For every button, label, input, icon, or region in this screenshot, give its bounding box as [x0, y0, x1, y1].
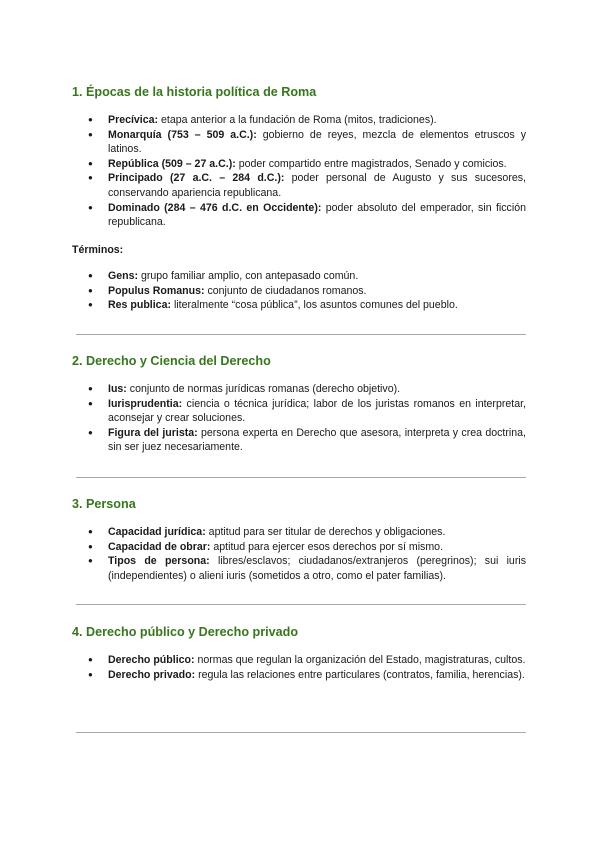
section-title-persona: 3. Persona: [72, 497, 136, 511]
list-epocas: [72, 113, 526, 230]
section-divider: [76, 604, 526, 605]
item-term: Gens:: [108, 270, 139, 282]
terms-label: Términos:: [72, 244, 124, 256]
item-term: Monarquía (753 – 509 a.C.):: [108, 128, 257, 141]
item-text: aptitud para ser titular de derechos y obligaciones.: [205, 526, 446, 538]
section-divider: [76, 477, 526, 478]
section-divider: [76, 732, 526, 733]
item-term: Figura del jurista:: [108, 426, 198, 439]
item-term: Iurisprudentia:: [108, 397, 183, 410]
list-item: [72, 171, 526, 200]
item-text: grupo familiar amplio, con antepasado común.: [138, 270, 359, 282]
item-term: Capacidad jurídica:: [108, 526, 206, 538]
item-term: Derecho privado:: [108, 668, 196, 681]
item-term: Tipos de persona:: [108, 555, 210, 568]
item-term: Populus Romanus:: [108, 284, 205, 297]
item-text: aptitud para ejercer esos derechos por sí mismo.: [210, 540, 444, 553]
section-divider: [76, 334, 526, 335]
item-text: persona experta en Derecho que asesora, interpreta y crea doctrina, sin ser juez necesariamente.: [108, 426, 526, 454]
item-term: Principado (27 a.C. – 284 d.C.):: [108, 172, 285, 185]
list-item: [72, 201, 526, 230]
item-text: ciencia o técnica jurídica; labor de los juristas romanos en interpretar, aconsejar y crear soluciones.: [108, 397, 526, 425]
list-item: [72, 128, 526, 157]
item-term: Capacidad de obrar:: [108, 540, 211, 553]
item-text: normas que regulan la organización del Estado, magistraturas, cultos.: [194, 654, 526, 666]
list-item: [72, 284, 526, 299]
item-term: Precívica:: [108, 114, 159, 126]
item-text: literalmente “cosa pública”, los asuntos comunes del pueblo.: [171, 299, 458, 312]
item-term: Res publica:: [108, 299, 171, 312]
item-term: República (509 – 27 a.C.):: [108, 157, 236, 170]
list-item: [72, 426, 526, 455]
list-item: [72, 269, 526, 284]
section-title-epocas: 1. Épocas de la historia política de Roma: [72, 85, 317, 99]
list-item: [72, 540, 526, 555]
item-term: Derecho público:: [108, 654, 195, 666]
item-text: poder personal de Augusto y sus sucesores, conservando apariencia republicana.: [108, 172, 526, 199]
list-publico-privado: [72, 653, 526, 682]
item-text: conjunto de normas jurídicas romanas (derecho objetivo).: [126, 383, 401, 395]
list-item: [72, 157, 526, 172]
list-item: [72, 397, 526, 426]
list-item: [72, 298, 526, 313]
list-terminos: [72, 269, 526, 313]
item-text: poder absoluto del emperador, sin ficción republicana.: [108, 201, 526, 229]
item-text: libres/esclavos; ciudadanos/extranjeros (peregrinos); sui iuris (independientes) o alieni iuris (sometidos a otro, como el pater familias).: [108, 555, 527, 582]
list-item: [72, 525, 526, 540]
section-title-derecho: 2. Derecho y Ciencia del Derecho: [72, 354, 271, 368]
item-text: etapa anterior a la fundación de Roma (mitos, tradiciones).: [158, 114, 437, 126]
item-text: regula las relaciones entre particulares (contratos, familia, herencias).: [195, 668, 525, 681]
item-text: gobierno de reyes, mezcla de elementos etruscos y latinos.: [108, 128, 526, 156]
section-title-publico-privado: 4. Derecho público y Derecho privado: [72, 625, 299, 639]
list-item: [72, 382, 526, 397]
item-text: poder compartido entre magistrados, Senado y comicios.: [235, 157, 507, 170]
list-item: [72, 113, 526, 128]
item-text: conjunto de ciudadanos romanos.: [204, 284, 367, 297]
list-persona: [72, 525, 526, 583]
list-item: [72, 653, 526, 668]
item-term: Ius:: [108, 383, 127, 395]
list-item: [72, 668, 526, 683]
list-item: [72, 554, 526, 583]
list-derecho: [72, 382, 526, 455]
item-term: Dominado (284 – 476 d.C. en Occidente):: [108, 201, 322, 214]
